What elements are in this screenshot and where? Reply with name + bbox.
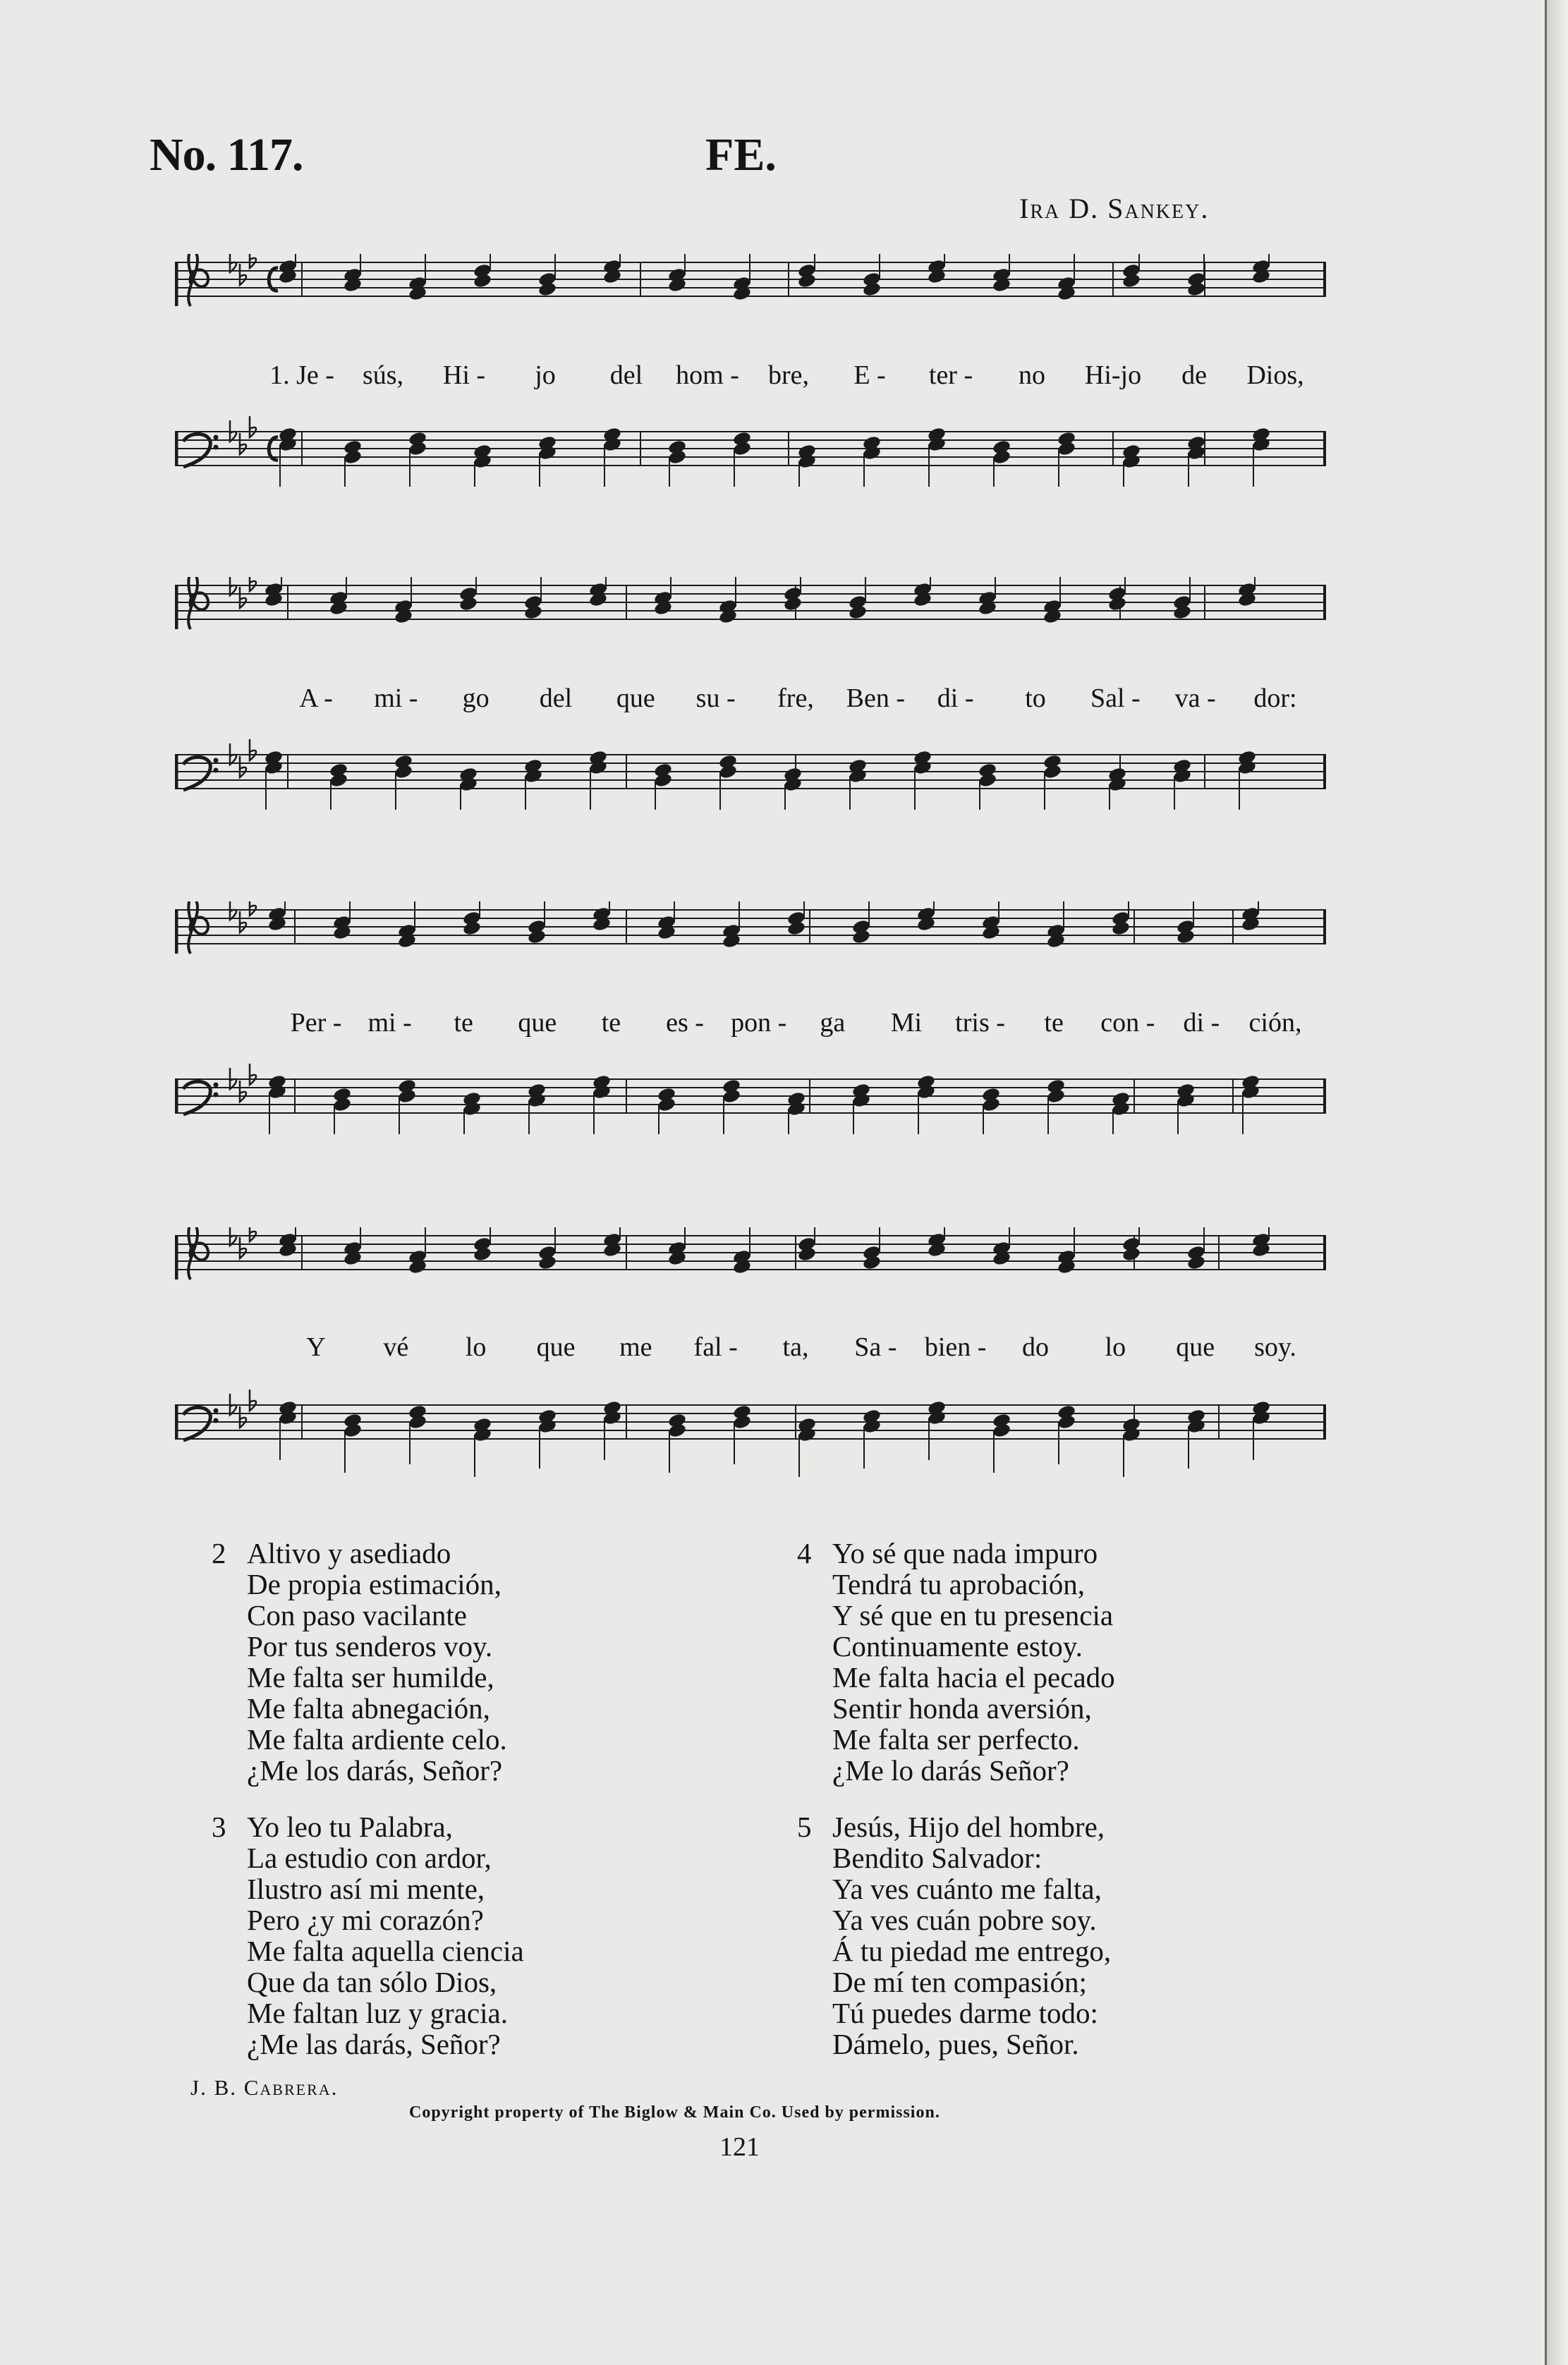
verse-line: Me falta aquella ciencia (247, 1935, 524, 1967)
bass-clef-icon (183, 757, 210, 790)
flat-icon (240, 1081, 246, 1102)
bass-clef-dot (214, 1093, 219, 1098)
lyric-syllable: ta, (782, 1332, 809, 1362)
flat-icon (240, 433, 246, 454)
verse-line: Yo leo tu Palabra, (247, 1811, 453, 1843)
verse-4 (797, 1537, 1115, 1787)
lyric-syllable: te (1044, 1008, 1064, 1038)
flat-icon (250, 254, 256, 268)
verse-line: Bendito Salvador: (832, 1842, 1043, 1874)
lyric-syllable: soy. (1254, 1332, 1296, 1362)
lyrics-line-1 (175, 360, 1326, 402)
lyric-syllable: de (1181, 360, 1207, 390)
verse-number: 2 (212, 1537, 226, 1569)
lyric-syllable: mi - (374, 683, 418, 713)
lyric-syllable: ción, (1248, 1008, 1302, 1038)
lyric-syllable: no (1019, 360, 1045, 390)
lyric-syllable: te (601, 1008, 621, 1038)
hymn-number: No. 117. (150, 129, 303, 181)
lyric-syllable: con - (1100, 1008, 1155, 1038)
lyric-syllable: Hi - (442, 360, 486, 390)
verse-line: ¿Me lo darás Señor? (832, 1754, 1069, 1787)
flat-icon (250, 901, 256, 916)
page-number: 121 (719, 2132, 760, 2162)
flat-icon (250, 739, 256, 760)
lyric-syllable: di - (1183, 1008, 1220, 1038)
flat-icon (230, 577, 236, 595)
lyric-syllable: dor: (1253, 683, 1297, 713)
verse-line: Ya ves cuánto me falta, (832, 1873, 1102, 1905)
verse-line: Ya ves cuán pobre soy. (832, 1904, 1097, 1936)
verse-line: Ilustro así mi mente, (247, 1873, 485, 1905)
lyric-syllable: fal - (693, 1332, 738, 1362)
lyric-syllable: fre, (777, 683, 814, 713)
lyric-syllable: Per - (290, 1008, 342, 1038)
lyric-syllable: Dios, (1246, 360, 1304, 390)
bass-clef-dot (214, 445, 219, 450)
lyric-syllable: bien - (924, 1332, 987, 1362)
lyric-syllable: Y (306, 1332, 326, 1362)
lyric-syllable: del (539, 683, 573, 713)
lyric-syllable: do (1022, 1332, 1049, 1362)
verse-line: Me falta abnegación, (247, 1692, 490, 1725)
flat-icon (240, 1406, 246, 1428)
lyric-syllable: E - (853, 360, 886, 390)
verse-line: Y sé que en tu presencia (832, 1599, 1114, 1631)
lyric-syllable: su - (695, 683, 736, 713)
bass-clef-dot (214, 758, 219, 763)
verse-number: 4 (797, 1537, 812, 1569)
verse-number: 3 (212, 1811, 226, 1843)
page-edge (1545, 0, 1568, 2365)
flat-icon (250, 416, 256, 437)
bass-clef-dot (214, 1083, 219, 1088)
lyricist-credit: J. B. Cabrera. (190, 2075, 339, 2100)
lyric-syllable: A - (299, 683, 333, 713)
bass-clef-icon (183, 1407, 210, 1440)
verse-line: ¿Me las darás, Señor? (247, 2028, 501, 2060)
verse-line: Tú puedes darme todo: (832, 1997, 1098, 2029)
flat-icon (240, 587, 246, 608)
flat-icon (250, 1227, 256, 1241)
lyric-syllable: hom - (676, 360, 739, 390)
bass-clef-icon (183, 1081, 210, 1114)
lyric-syllable: que (518, 1008, 557, 1038)
music-system-3 (175, 901, 1326, 1134)
flat-icon (240, 756, 246, 777)
copyright-notice: Copyright property of The Biglow & Main Co. Used by permission. (409, 2103, 940, 2122)
lyric-syllable: go (462, 683, 490, 713)
lyric-syllable: que (616, 683, 655, 713)
verse-line: Continuamente estoy. (832, 1630, 1083, 1662)
verse-line: Yo sé que nada impuro (832, 1537, 1098, 1569)
bass-clef-dot (214, 768, 219, 773)
bass-clef-dot (214, 1409, 219, 1413)
lyric-syllable: del (609, 360, 643, 390)
lyric-syllable: lo (465, 1332, 487, 1362)
bass-clef-icon (183, 434, 210, 467)
bass-clef-dot (214, 1418, 219, 1423)
verse-line: Á tu piedad me entrego, (832, 1935, 1112, 1967)
lyric-syllable: lo (1105, 1332, 1126, 1362)
lyrics-line-3 (175, 1007, 1326, 1050)
hymn-title: FE. (705, 129, 777, 181)
verse-line: Me falta ser humilde, (247, 1661, 494, 1694)
lyric-syllable: bre, (767, 360, 810, 390)
bass-clef-dot (214, 435, 219, 440)
lyric-syllable: Ben - (846, 683, 906, 713)
verse-3 (212, 1811, 524, 2060)
flat-icon (250, 577, 256, 591)
verse-line: Con paso vacilante (247, 1599, 467, 1631)
lyric-syllable: ter - (928, 360, 973, 390)
flat-icon (240, 911, 246, 932)
verse-line: Que da tan sólo Dios, (247, 1966, 497, 1998)
lyric-syllable: mi - (367, 1008, 412, 1038)
music-system-1 (175, 254, 1326, 487)
music-system-4 (175, 1227, 1326, 1481)
verse-line: ¿Me los darás, Señor? (247, 1754, 503, 1787)
flat-icon (230, 1227, 236, 1246)
lyric-syllable: que (1176, 1332, 1215, 1362)
verse-2 (212, 1537, 507, 1787)
verse-line: Dámelo, pues, Señor. (832, 2028, 1079, 2060)
music-system-2 (175, 577, 1326, 810)
lyrics-line-2 (175, 683, 1326, 725)
flat-icon (250, 1064, 256, 1085)
lyric-syllable: Mi (890, 1008, 923, 1038)
flat-icon (240, 1237, 246, 1258)
lyrics-line-4 (175, 1332, 1326, 1374)
verse-line: Jesús, Hijo del hombre, (832, 1811, 1105, 1843)
lyric-syllable: ga (820, 1008, 846, 1038)
verse-line: La estudio con ardor, (247, 1842, 492, 1874)
verse-line: Me falta hacia el pecado (832, 1661, 1115, 1694)
verse-line: Altivo y asediado (247, 1537, 451, 1569)
lyric-syllable: vé (383, 1332, 409, 1362)
lyric-syllable: sús, (362, 360, 404, 390)
verse-line: De mí ten compasión; (832, 1966, 1087, 1998)
verse-5 (797, 1811, 1112, 2060)
lyric-syllable: Sal - (1090, 683, 1141, 713)
verse-line: Por tus senderos voy. (247, 1630, 493, 1662)
flat-icon (240, 264, 246, 285)
lyric-syllable: 1. Je - (269, 360, 334, 390)
composer-credit: Ira D. Sankey. (1019, 193, 1210, 224)
lyric-syllable: va - (1174, 683, 1216, 713)
verse-line: Tendrá tu aprobación, (832, 1568, 1086, 1600)
lyric-syllable: que (536, 1332, 576, 1362)
lyric-syllable: es - (666, 1008, 704, 1038)
lyric-syllable: pon - (731, 1008, 787, 1038)
lyric-syllable: to (1025, 683, 1046, 713)
lyric-syllable: te (454, 1008, 473, 1038)
verse-line: Me falta ardiente celo. (247, 1723, 507, 1756)
flat-icon (250, 1390, 256, 1411)
lyric-syllable: tris - (955, 1008, 1005, 1038)
lyric-syllable: Sa - (854, 1332, 897, 1362)
verse-number: 5 (797, 1811, 812, 1843)
flat-icon (230, 901, 236, 920)
verse-line: De propia estimación, (247, 1568, 502, 1600)
verse-line: Me falta ser perfecto. (832, 1723, 1080, 1756)
lyric-syllable: di - (937, 683, 974, 713)
verse-line: Sentir honda aversión, (832, 1692, 1092, 1725)
flat-icon (230, 254, 236, 272)
verse-line: Pero ¿y mi corazón? (247, 1904, 484, 1936)
lyric-syllable: me (619, 1332, 652, 1362)
verse-line: Me faltan luz y gracia. (247, 1997, 508, 2029)
lyric-syllable: Hi-jo (1084, 360, 1142, 390)
lyric-syllable: jo (535, 360, 556, 390)
